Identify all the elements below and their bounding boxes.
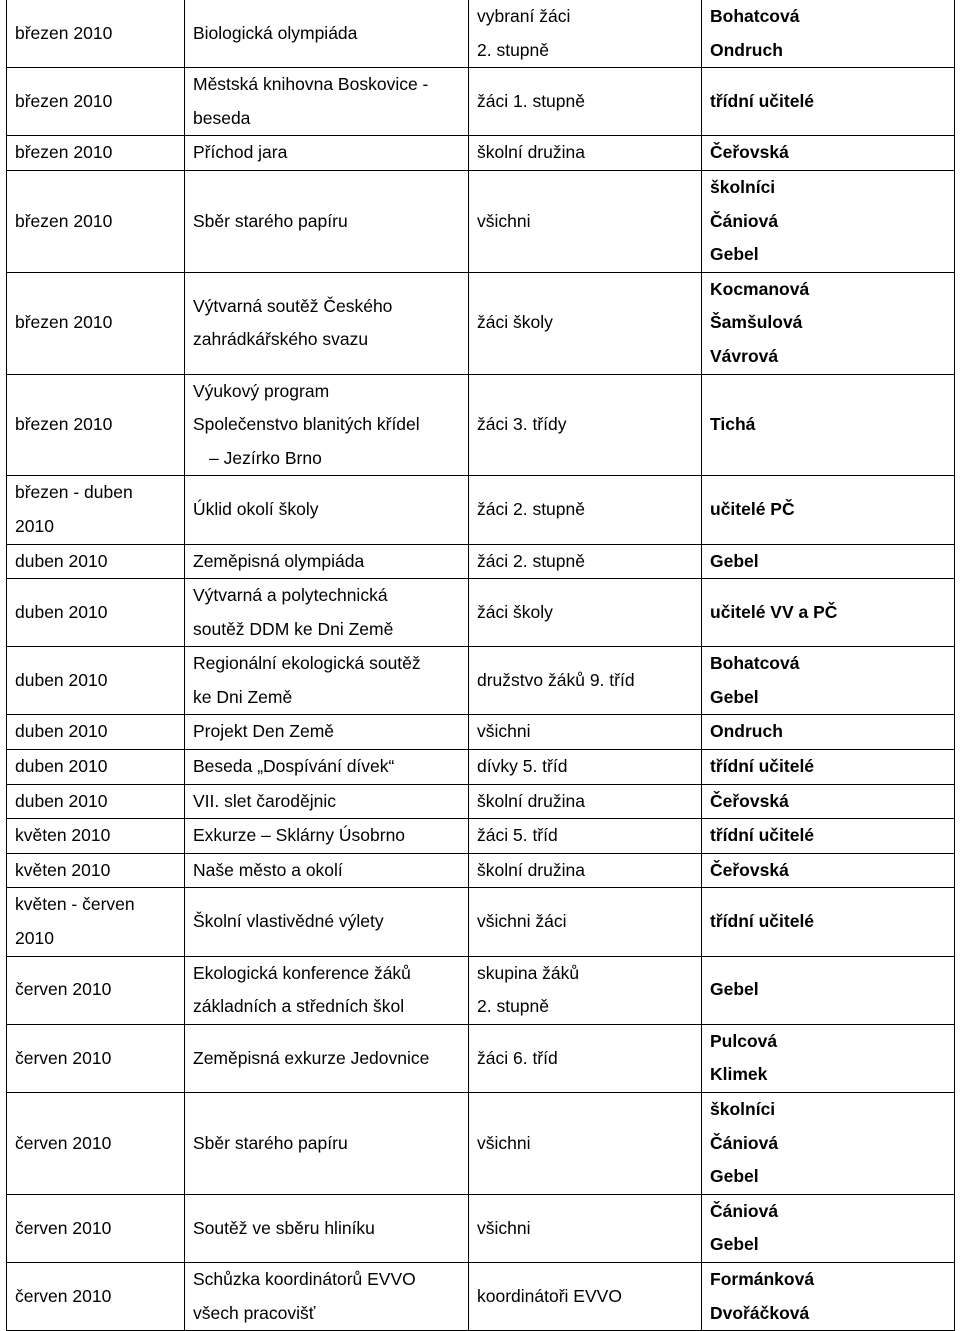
table-row [7, 1024, 955, 1092]
responsible-cell-line: Gebel [710, 979, 759, 1000]
responsible-cell-line: Vávrová [710, 345, 779, 366]
responsible-cell-line: Gebel [710, 686, 759, 707]
table-row [7, 1262, 955, 1330]
event-cell-line: Sběr starého papíru [193, 1132, 348, 1153]
participants-cell-line: školní družina [477, 790, 585, 811]
activities-table-body [7, 0, 955, 1331]
event-cell [185, 1024, 469, 1092]
date-cell [7, 715, 185, 750]
date-cell-line: březen 2010 [15, 312, 113, 333]
participants-cell [469, 750, 702, 785]
event-cell [185, 170, 469, 272]
responsible-cell [702, 715, 955, 750]
event-cell [185, 579, 469, 647]
responsible-cell [702, 819, 955, 854]
event-cell-line: soutěž DDM ke Dni Země [193, 618, 394, 639]
responsible-cell-line: školníci [710, 176, 776, 197]
event-cell-line: Beseda „Dospívání dívek“ [193, 756, 395, 777]
responsible-cell-line: Gebel [710, 550, 759, 571]
participants-cell-line: školní družina [477, 142, 585, 163]
responsible-cell-line: Gebel [710, 1166, 759, 1187]
date-cell [7, 853, 185, 888]
event-cell [185, 136, 469, 171]
date-cell-line: 2010 [15, 928, 54, 949]
date-cell [7, 579, 185, 647]
event-cell-line: Biologická olympiáda [193, 22, 358, 43]
event-cell-line: Školní vlastivědné výlety [193, 911, 384, 932]
participants-cell-line: všichni žáci [477, 911, 567, 932]
responsible-cell [702, 1194, 955, 1262]
participants-cell [469, 647, 702, 715]
event-cell [185, 476, 469, 544]
event-cell [185, 374, 469, 476]
responsible-cell-line: Bohatcová [710, 653, 800, 674]
responsible-cell-line: Čeřovská [710, 790, 789, 811]
event-cell [185, 888, 469, 956]
date-cell [7, 956, 185, 1024]
date-cell [7, 0, 185, 68]
participants-cell [469, 853, 702, 888]
date-cell [7, 136, 185, 171]
event-cell-line: Zeměpisná exkurze Jedovnice [193, 1047, 430, 1068]
responsible-cell [702, 956, 955, 1024]
event-cell [185, 272, 469, 374]
table-row [7, 784, 955, 819]
date-cell-line: červen 2010 [15, 1132, 112, 1153]
event-cell-line: Společenstvo blanitých křídel [193, 414, 420, 435]
responsible-cell-line: Čániová [710, 1200, 779, 1221]
participants-cell-line: družstvo žáků 9. tříd [477, 670, 635, 691]
date-cell [7, 476, 185, 544]
responsible-cell-line: třídní učitelé [710, 756, 815, 777]
responsible-cell-line: školníci [710, 1099, 776, 1119]
participants-cell [469, 68, 702, 136]
date-cell [7, 1262, 185, 1330]
responsible-cell [702, 888, 955, 956]
date-cell-line: březen 2010 [15, 90, 113, 111]
event-cell-line: Zeměpisná olympiáda [193, 550, 365, 571]
responsible-cell [702, 750, 955, 785]
event-cell-line: základních a středních škol [193, 996, 405, 1017]
date-cell-line: červen 2010 [15, 1217, 112, 1238]
participants-cell [469, 715, 702, 750]
date-cell-line: březen 2010 [15, 22, 113, 43]
event-cell-line: ke Dni Země [193, 686, 293, 707]
responsible-cell-line: Gebel [710, 244, 759, 265]
event-cell-line: beseda [193, 107, 251, 128]
event-cell [185, 715, 469, 750]
date-cell-line: duben 2010 [15, 790, 108, 811]
participants-cell [469, 819, 702, 854]
participants-cell-line: dívky 5. tříd [477, 756, 568, 777]
date-cell [7, 647, 185, 715]
participants-cell-line: všichni [477, 210, 531, 231]
table-row [7, 136, 955, 171]
event-cell-line: – Jezírko Brno [209, 447, 322, 468]
event-cell [185, 1194, 469, 1262]
date-cell-line: 2010 [15, 515, 54, 536]
participants-cell-line: 2. stupně [477, 996, 549, 1017]
event-cell-line: Městská knihovna Boskovice - [193, 74, 429, 95]
date-cell-line: červen 2010 [15, 1285, 112, 1306]
date-cell-line: červen 2010 [15, 979, 112, 1000]
event-cell-line: VII. slet čarodějnic [193, 790, 336, 811]
responsible-cell [702, 647, 955, 715]
table-row [7, 715, 955, 750]
responsible-cell-line: třídní učitelé [710, 90, 815, 111]
table-row [7, 374, 955, 476]
participants-cell-line: 2. stupně [477, 39, 549, 60]
responsible-cell-line: Ondruch [710, 39, 783, 60]
date-cell [7, 374, 185, 476]
participants-cell-line: žáci 3. třídy [477, 414, 567, 435]
participants-cell [469, 956, 702, 1024]
responsible-cell-line: Čeřovská [710, 859, 789, 880]
date-cell-line: duben 2010 [15, 670, 108, 691]
event-cell-line: Soutěž ve sběru hliníku [193, 1217, 375, 1238]
table-row [7, 1093, 955, 1195]
date-cell [7, 784, 185, 819]
responsible-cell [702, 544, 955, 579]
responsible-cell [702, 170, 955, 272]
participants-cell [469, 170, 702, 272]
responsible-cell [702, 579, 955, 647]
responsible-cell-line: Čeřovská [710, 142, 789, 163]
event-cell-line: zahrádkářského svazu [193, 329, 369, 350]
event-cell-line: Příchod jara [193, 142, 288, 163]
participants-cell [469, 272, 702, 374]
date-cell-line: květen 2010 [15, 825, 111, 846]
event-cell [185, 956, 469, 1024]
event-cell-line: Výtvarná a polytechnická [193, 585, 388, 606]
event-cell-line: Projekt Den Země [193, 721, 335, 742]
responsible-cell-line: Kocmanová [710, 278, 810, 299]
event-cell-line: Ekologická konference žáků [193, 962, 411, 983]
responsible-cell [702, 1262, 955, 1330]
participants-cell [469, 1262, 702, 1330]
responsible-cell-line: Formánková [710, 1268, 815, 1289]
participants-cell [469, 476, 702, 544]
responsible-cell [702, 68, 955, 136]
participants-cell [469, 784, 702, 819]
date-cell [7, 1194, 185, 1262]
participants-cell-line: žáci 6. tříd [477, 1047, 558, 1068]
event-cell [185, 1262, 469, 1330]
table-row [7, 476, 955, 544]
event-cell-line: Úklid okolí školy [193, 499, 319, 520]
participants-cell [469, 374, 702, 476]
responsible-cell-line: Čániová [710, 210, 779, 231]
participants-cell-line: všichni [477, 1132, 531, 1153]
responsible-cell-line: Gebel [710, 1234, 759, 1255]
date-cell [7, 1093, 185, 1195]
responsible-cell-line: Šamšulová [710, 312, 803, 333]
participants-cell-line: žáci 2. stupně [477, 550, 585, 571]
table-row [7, 819, 955, 854]
date-cell-line: březen 2010 [15, 414, 113, 435]
date-cell-line: duben 2010 [15, 756, 108, 777]
responsible-cell-line: Ondruch [710, 721, 783, 742]
responsible-cell [702, 272, 955, 374]
date-cell-line: duben 2010 [15, 721, 108, 742]
responsible-cell-line: Čániová [710, 1132, 779, 1153]
participants-cell [469, 579, 702, 647]
participants-cell [469, 1194, 702, 1262]
event-cell [185, 0, 469, 68]
participants-cell [469, 1093, 702, 1195]
responsible-cell-line: učitelé VV a PČ [710, 601, 838, 622]
responsible-cell [702, 1093, 955, 1195]
event-cell-line: Výukový program [193, 380, 330, 401]
participants-cell-line: všichni [477, 721, 531, 742]
event-cell-line: Naše město a okolí [193, 859, 343, 880]
activities-table [6, 0, 955, 1331]
date-cell [7, 272, 185, 374]
date-cell [7, 888, 185, 956]
table-row [7, 888, 955, 956]
responsible-cell-line: Pulcová [710, 1030, 778, 1051]
date-cell-line: květen 2010 [15, 859, 111, 880]
participants-cell [469, 1024, 702, 1092]
responsible-cell [702, 1024, 955, 1092]
date-cell-line: březen 2010 [15, 142, 113, 163]
event-cell-line: Výtvarná soutěž Českého [193, 295, 393, 316]
event-cell [185, 68, 469, 136]
responsible-cell-line: třídní učitelé [710, 911, 815, 932]
responsible-cell-line: třídní učitelé [710, 825, 815, 846]
responsible-cell [702, 136, 955, 171]
date-cell [7, 750, 185, 785]
table-row [7, 750, 955, 785]
table-row [7, 956, 955, 1024]
responsible-cell [702, 784, 955, 819]
participants-cell-line: skupina žáků [477, 962, 580, 983]
event-cell [185, 784, 469, 819]
responsible-cell-line: Dvořáčková [710, 1302, 810, 1323]
participants-cell-line: koordinátoři EVVO [477, 1285, 622, 1306]
event-cell [185, 819, 469, 854]
responsible-cell-line: Bohatcová [710, 6, 800, 26]
responsible-cell-line: Tichá [710, 414, 756, 435]
date-cell [7, 1024, 185, 1092]
date-cell [7, 544, 185, 579]
date-cell [7, 170, 185, 272]
table-row [7, 647, 955, 715]
responsible-cell [702, 476, 955, 544]
responsible-cell [702, 0, 955, 68]
participants-cell-line: žáci 5. tříd [477, 825, 558, 846]
event-cell [185, 1093, 469, 1195]
event-cell-line: Sběr starého papíru [193, 210, 348, 231]
event-cell-line: všech pracovišť [193, 1302, 316, 1323]
date-cell-line: květen - červen [15, 894, 135, 915]
table-row [7, 544, 955, 579]
date-cell-line: březen - duben [15, 482, 133, 503]
date-cell [7, 68, 185, 136]
participants-cell-line: žáci 1. stupně [477, 90, 585, 111]
participants-cell-line: žáci školy [477, 601, 553, 622]
event-cell-line: Regionální ekologická soutěž [193, 653, 421, 674]
event-cell [185, 750, 469, 785]
event-cell-line: Exkurze – Sklárny Úsobrno [193, 825, 406, 846]
date-cell-line: duben 2010 [15, 601, 108, 622]
event-cell [185, 853, 469, 888]
event-cell-line: Schůzka koordinátorů EVVO [193, 1268, 416, 1289]
table-row [7, 68, 955, 136]
responsible-cell [702, 853, 955, 888]
table-row [7, 272, 955, 374]
event-cell [185, 544, 469, 579]
event-cell [185, 647, 469, 715]
table-row [7, 170, 955, 272]
participants-cell [469, 0, 702, 68]
participants-cell [469, 544, 702, 579]
responsible-cell-line: učitelé PČ [710, 499, 795, 520]
responsible-cell-line: Klimek [710, 1064, 768, 1085]
date-cell-line: červen 2010 [15, 1047, 112, 1068]
participants-cell-line: vybraní žáci [477, 6, 571, 26]
table-row [7, 853, 955, 888]
date-cell-line: duben 2010 [15, 550, 108, 571]
participants-cell-line: všichni [477, 1217, 531, 1238]
participants-cell-line: žáci školy [477, 312, 553, 333]
table-row [7, 0, 955, 68]
participants-cell-line: školní družina [477, 859, 585, 880]
participants-cell [469, 888, 702, 956]
responsible-cell [702, 374, 955, 476]
date-cell-line: březen 2010 [15, 210, 113, 231]
participants-cell-line: žáci 2. stupně [477, 499, 585, 520]
date-cell [7, 819, 185, 854]
table-row [7, 579, 955, 647]
table-row [7, 1194, 955, 1262]
participants-cell [469, 136, 702, 171]
